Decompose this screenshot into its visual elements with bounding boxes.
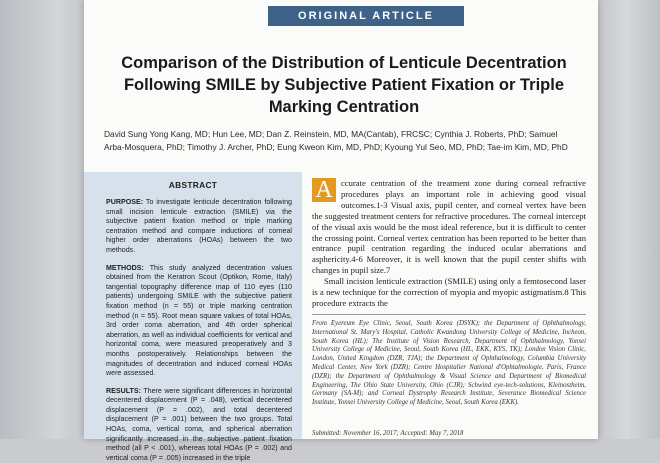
abstract-purpose xyxy=(106,198,292,256)
methods-label: METHODS: xyxy=(106,263,144,272)
drop-cap: A xyxy=(312,178,336,202)
purpose-text: To investigate lenticule decentration following small incision lenticule extraction (SMILE) via the subjective patient fixation method or triple marking centration method and compare inductions of corneal higher order aberrations (HOAs) between the two methods. xyxy=(106,198,292,254)
abstract-methods xyxy=(106,264,292,379)
footnote-divider xyxy=(312,314,586,315)
abstract-box xyxy=(84,172,302,462)
article-body xyxy=(312,178,586,309)
affiliation-footnote: From Eyereum Eye Clinic, Seoul, South Korea (DSYK); the Department of Ophthalmology, International St. Mary's Hospital, Catholic Kwandong University College of Medicine, Incheon, South Korea (HL); The Institute of Vision Research, Department of Ophthalmology, Yonsei University College of Medicine, Seoul, South Korea (HL, EKK, KYS, TK); London Vision Clinic, London, United Kingdom (DZR, TJA); the Department of Ophthalmology, Columbia University Medical Center, New York (DZR); Centre Hospitalier National d'Ophtalmologie, Paris, France (DZR); the Department of Ophthalmology & Visual Science and Department of Biomedical Engineering, The Ohio State University, Ohio (CJR); Schwind eye-tech-solutions, Kleinostheim, Germany (SA-M); and Corneal Dystrophy Research Institute, Severance Biomedical Science Institute, Yonsei University College of Medicine, Seoul, South Korea (EKK). xyxy=(312,320,586,407)
article-page xyxy=(84,0,598,462)
results-label: RESULTS: xyxy=(106,386,141,395)
article-title: Comparison of the Distribution of Lenticule Decentration Following SMILE by Subjective Patient Fixation or Triple Marking Centration xyxy=(121,54,567,116)
section-label: ORIGINAL ARTICLE xyxy=(268,6,464,26)
background-right xyxy=(594,0,660,439)
author-list: David Sung Yong Kang, MD; Hun Lee, MD; Dan Z. Reinstein, MD, MA(Cantab), FRCSC; Cynthia J. Roberts, PhD; Samuel Arba-Mosquera, PhD; Timothy J. Archer, PhD; Eung Kweon Kim, MD, PhD; Kyoung Yul Seo, MD, PhD; Tae-im Kim, MD, PhD xyxy=(104,129,568,152)
background-left xyxy=(0,0,82,439)
results-text: There were significant differences in horizontal decentered displacement (P = .048), vertical decentered displacement (P = .002), and total decentered displacement (P = .001) between the two groups. Total HOAs, coma, vertical coma, and spherical aberration significantly increased in the subjective patient fixation method (all P < .001), whereas total HOAs (P = .002) and vertical coma (P = .005) increased in the triple xyxy=(106,386,292,462)
body-paragraph-1: ccurate centration of the treatment zone during corneal refractive procedures plays an important role in achieving good visual outcomes.1-3 Visual axis, pupil center, and corneal vertex have been the suggested treatment centers for refractive procedures. The corneal intercept of the visual axis would be the most ideal reference, but it is difficult to center the crossing point. Corneal vertex centration has been reported to be better than entrance pupil centration regarding the induced ocular aberrations and asphericity.4-6 Moreover, it is well known that the pupil center shifts with changes in pupil size.7 xyxy=(312,178,586,276)
body-paragraph-2: Small incision lenticule extraction (SMILE) using only a femtosecond laser is a new technique for the correction of myopia and myopic astigmatism.8 This procedure extracts the xyxy=(312,276,586,308)
methods-text: This study analyzed decentration values obtained from the Keratron Scout (Optikon, Rome, Italy) tangential topography difference map of 110 eyes (110 patients) undergoing SMILE with the subjective patient fixation method (n = 55) or triple marking centration method (n = 55). Root mean square values of total HOAs, 3rd order coma aberration, and 4th order spherical aberration, as well as individual coefficients for vertical and horizontal coma, were measured preoperatively and 3 months postoperatively. Relationships between the magnitudes of decentration and induced corneal HOAs were assessed. xyxy=(106,263,292,378)
submission-dates: Submitted: November 16, 2017; Accepted: May 7, 2018 xyxy=(312,430,464,437)
purpose-label: PURPOSE: xyxy=(106,198,144,206)
abstract-results xyxy=(106,387,292,463)
abstract-heading: ABSTRACT xyxy=(168,180,218,190)
